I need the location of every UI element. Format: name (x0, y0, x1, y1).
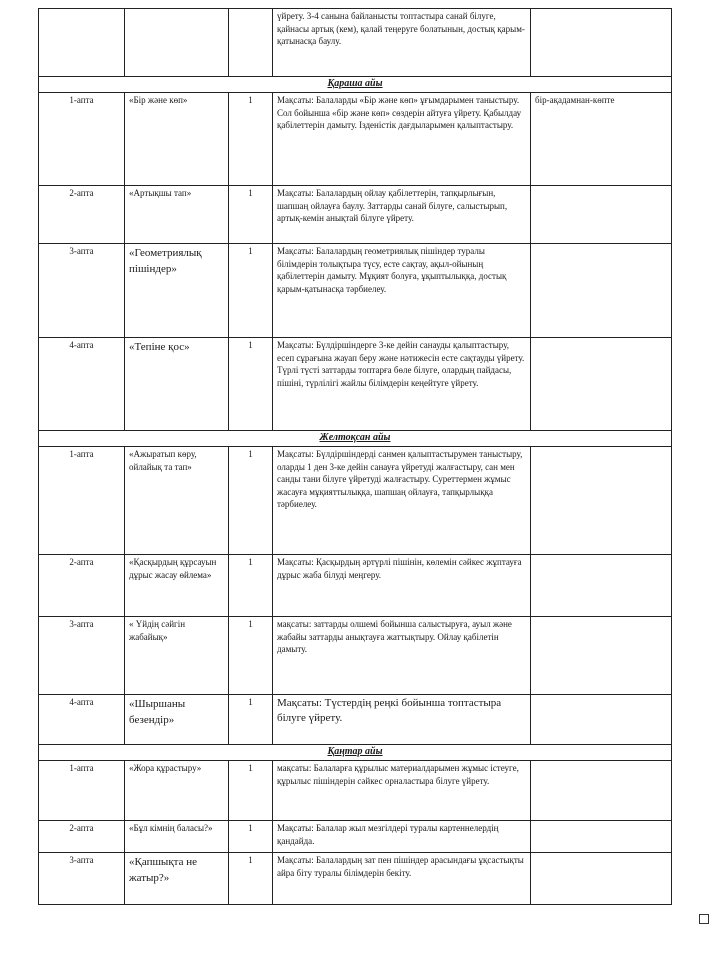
goal-cell: Мақсаты: Қасқырдың әртүрлі пішінін, көлемін сәйкес жұптауға дұрыс жаба білуді меңгеру. (273, 555, 531, 617)
topic-cell: «Қасқырдың құрсауын дұрыс жасау өйлема» (125, 555, 229, 617)
week-cell: 3-апта (39, 244, 125, 338)
note-cell (531, 186, 672, 244)
hours-cell: 1 (229, 93, 273, 186)
table-row (39, 9, 672, 77)
goal-cell: Мақсаты: Балалардың зат пен пішіндер арасындағы ұқсастықты айра біту туралы білімдерін бекіту. (273, 853, 531, 905)
topic-cell: «Жора құрастыру» (125, 761, 229, 821)
note-cell (531, 761, 672, 821)
hours-cell: 1 (229, 821, 273, 853)
month-header-row (39, 431, 672, 447)
week-cell: 1-апта (39, 761, 125, 821)
table-row (39, 853, 672, 905)
goal-cell: Мақсаты: Бүлдіршіндерді санмен қалыптастырумен таныстыру, оларды 1 ден 3-ке дейін санауға үйретуді жалғастыру, сан мен санды тани білуге үйретуді жалғастыру. Суреттермен жұмыс жасауға мұқияттылыққа, шапшаң ойлауға, тапқырлыққа тәрбиелеу. (273, 447, 531, 555)
hours-cell: 1 (229, 853, 273, 905)
goal-cell: Мақсаты: Түстердің реңкі бойынша топтастыра білуге үйрету. (273, 695, 531, 745)
goal-cell: мақсаты: заттарды олшемі бойынша салыстыруға, ауыл және жабайы заттарды анықтауға жаттықтыру. Ойлау қабілетін дамыту. (273, 617, 531, 695)
goal-cell: мақсаты: Балаларға құрылыс материалдарымен жұмыс істеуге, құрылыс пішіндерін сәйкес орналастыра білуге үйрету. (273, 761, 531, 821)
topic-cell: «Тепіне қос» (125, 338, 229, 431)
curriculum-table (38, 8, 672, 905)
note-cell (531, 853, 672, 905)
note-cell (531, 695, 672, 745)
table-row (39, 761, 672, 821)
week-cell: 2-апта (39, 186, 125, 244)
goal-cell: Мақсаты: Балаларды «Бір және көп» ұғымдарымен таныстыру. Сол бойынша «бір және көп» сөздерін айтуға үйрету. Қабылдау қабілеттерін дамыту. Ізденістік дағдыларымен қалыптастыру. (273, 93, 531, 186)
table-row (39, 244, 672, 338)
table-row (39, 821, 672, 853)
note-cell (531, 617, 672, 695)
table-row (39, 695, 672, 745)
topic-cell: «Геометриялық пішіндер» (125, 244, 229, 338)
note-cell (531, 447, 672, 555)
week-cell: 3-апта (39, 617, 125, 695)
week-cell: 2-апта (39, 555, 125, 617)
month-title: Қараша айы (39, 77, 672, 93)
week-cell (39, 9, 125, 77)
note-cell (531, 821, 672, 853)
note-cell: бір-ақадамнан-көпте (531, 93, 672, 186)
table-row (39, 617, 672, 695)
topic-cell: « Үйдің сәйгін жабайық» (125, 617, 229, 695)
table-row (39, 186, 672, 244)
hours-cell: 1 (229, 695, 273, 745)
note-cell (531, 555, 672, 617)
topic-cell: «Шыршаны безендір» (125, 695, 229, 745)
week-cell: 2-апта (39, 821, 125, 853)
topic-cell: «Қапшықта не жатыр?» (125, 853, 229, 905)
hours-cell: 1 (229, 555, 273, 617)
week-cell: 1-апта (39, 447, 125, 555)
note-cell (531, 338, 672, 431)
goal-cell: үйрету. 3-4 санына байланысты топтастыра санай білуге, қайнасы артық (кем), қалай теңеруге болатынын, достық қарым-қатынасқа баулу. (273, 9, 531, 77)
goal-cell: Мақсаты: Балалар жыл мезгілдері туралы картеннелердің қандайда. (273, 821, 531, 853)
month-title: Желтоқсан айы (39, 431, 672, 447)
resize-handle[interactable] (699, 914, 709, 924)
goal-cell: Мақсаты: Балалардың геометриялық пішіндер туралы білімдерін толықтыра түсу, есте сақтау, ақыл-ойының қабілеттерін дамыту. Мұқият болуға, ұқыптылыққа, достық қарым-қатынасқа тәрбиелеу. (273, 244, 531, 338)
topic-cell: «Ажыратып көру, ойлайық та тап» (125, 447, 229, 555)
note-cell (531, 244, 672, 338)
note-cell (531, 9, 672, 77)
hours-cell: 1 (229, 244, 273, 338)
hours-cell: 1 (229, 617, 273, 695)
topic-cell: «Артықшы тап» (125, 186, 229, 244)
week-cell: 1-апта (39, 93, 125, 186)
hours-cell: 1 (229, 761, 273, 821)
topic-cell: «Бұл кімнің баласы?» (125, 821, 229, 853)
month-title: Қаңтар айы (39, 745, 672, 761)
table-row (39, 338, 672, 431)
week-cell: 3-апта (39, 853, 125, 905)
table-row (39, 447, 672, 555)
month-header-row (39, 745, 672, 761)
week-cell: 4-апта (39, 695, 125, 745)
table-row (39, 93, 672, 186)
week-cell: 4-апта (39, 338, 125, 431)
month-header-row (39, 77, 672, 93)
hours-cell (229, 9, 273, 77)
goal-cell: Мақсаты: Бүлдіршіндерге 3-ке дейін санауды қалыптастыру, есеп сұрағына жауап беру және нәтижесін есте сақтауды үйрету. Түрлі түсті заттарды топтарға бөле білуге, олардың пайдасы, пішіні, түрлілігі жайлы білімдерін кеңейтуге үйрету. (273, 338, 531, 431)
hours-cell: 1 (229, 186, 273, 244)
topic-cell: «Бір және көп» (125, 93, 229, 186)
hours-cell: 1 (229, 447, 273, 555)
goal-cell: Мақсаты: Балалардың ойлау қабілеттерін, тапқырлығын, шапшаң ойлауға баулу. Заттарды санай білуге, салыстырып, артық-кемін анықтай білуге үйрету. (273, 186, 531, 244)
table-row (39, 555, 672, 617)
hours-cell: 1 (229, 338, 273, 431)
topic-cell (125, 9, 229, 77)
